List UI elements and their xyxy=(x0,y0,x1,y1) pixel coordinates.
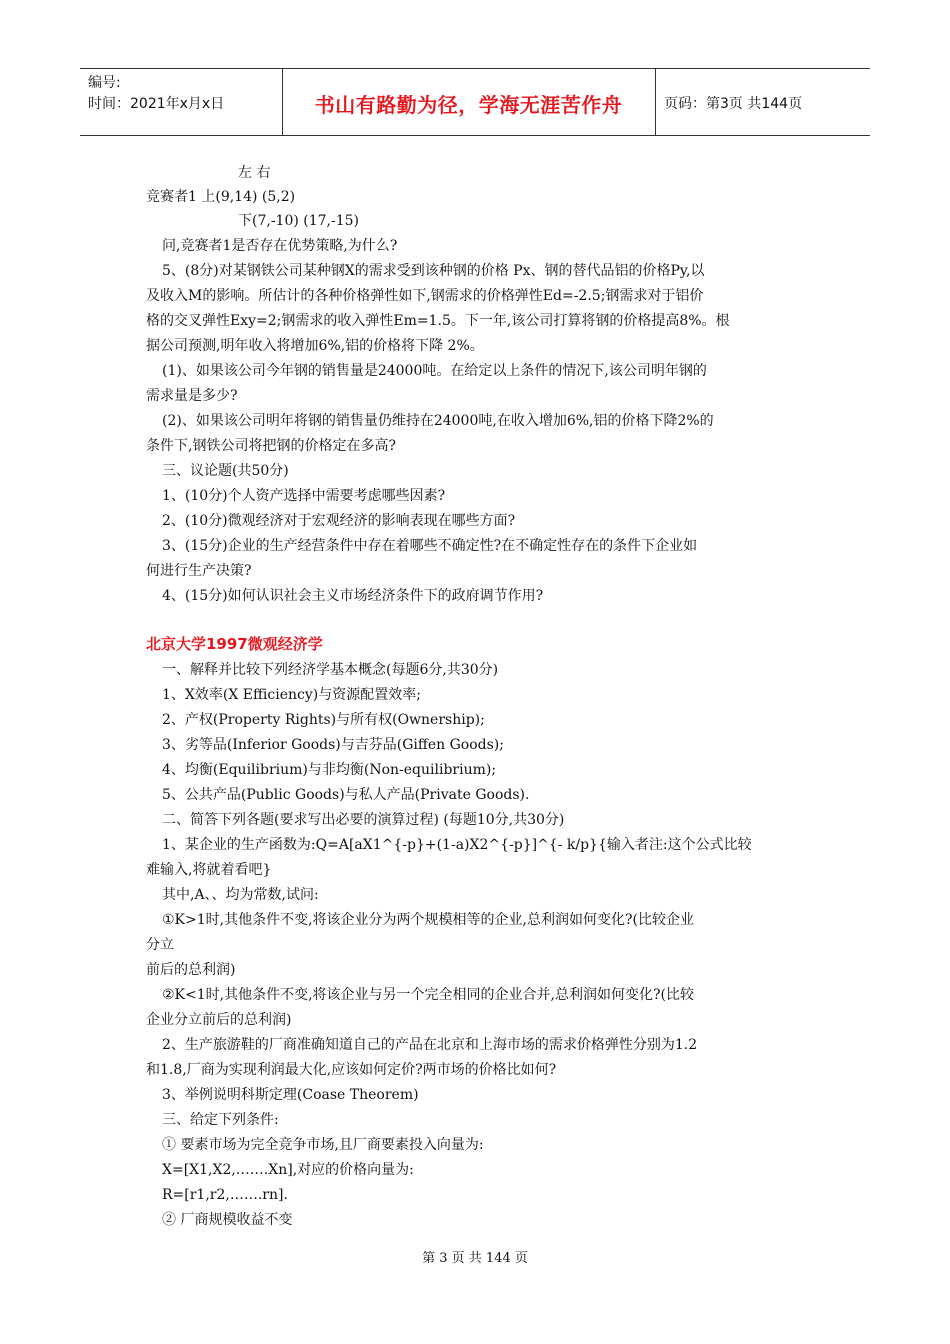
text-line: 2、(10分)微观经济对于宏观经济的影响表现在哪些方面? xyxy=(162,513,516,529)
page-header xyxy=(80,68,870,136)
text-line: 据公司预测,明年收入将增加6%,铝的价格将下降 2%。 xyxy=(146,338,484,354)
text-line: 竞赛者1 上(9,14) (5,2) xyxy=(146,189,296,205)
page-footer: 第 3 页 共 144 页 xyxy=(422,1251,528,1266)
header-meta xyxy=(88,73,224,115)
text-line: 二、简答下列各题(要求写出必要的演算过程) (每题10分,共30分) xyxy=(162,812,565,828)
text-line: 企业分立前后的总利润) xyxy=(146,1012,292,1028)
text-line: 问,竞赛者1是否存在优势策略,为什么? xyxy=(162,238,398,254)
text-line: 5、(8分)对某钢铁公司某种钢X的需求受到该种钢的价格 Px、钢的替代品铝的价格Py,以 xyxy=(162,263,705,279)
text-line: 一、解释并比较下列经济学基本概念(每题6分,共30分) xyxy=(162,662,499,678)
text-line: ②K<1时,其他条件不变,将该企业与另一个完全相同的企业合并,总利润如何变化?(比较 xyxy=(162,987,694,1003)
text-line: R=[r1,r2,…….rn]. xyxy=(162,1187,288,1203)
text-line: 前后的总利润) xyxy=(146,962,236,978)
text-line: ① 要素市场为完全竞争市场,且厂商要素投入向量为: xyxy=(162,1137,484,1153)
text-line: 三、给定下列条件: xyxy=(162,1112,279,1128)
text-line: 下(7,-10) (17,-15) xyxy=(238,213,360,229)
doc-number-label: 编号: xyxy=(88,75,121,91)
text-line: ② 厂商规模收益不变 xyxy=(162,1212,293,1228)
doc-date-label: 时间：2021年x月x日 xyxy=(88,96,225,112)
text-line: X=[X1,X2,…….Xn],对应的价格向量为: xyxy=(162,1162,414,1178)
text-line: 何进行生产决策? xyxy=(146,563,252,579)
text-line: 4、均衡(Equilibrium)与非均衡(Non-equilibrium); xyxy=(162,762,497,778)
text-line: 左 右 xyxy=(238,165,271,181)
text-line: 条件下,钢铁公司将把钢的价格定在多高? xyxy=(146,438,396,454)
text-line: 3、(15分)企业的生产经营条件中存在着哪些不确定性?在不确定性存在的条件下企业如 xyxy=(162,538,698,554)
text-line: 1、(10分)个人资产选择中需要考虑哪些因素? xyxy=(162,488,446,504)
text-line: 2、产权(Property Rights)与所有权(Ownership); xyxy=(162,712,485,728)
header-divider-right xyxy=(655,69,656,135)
text-line: 难输入,将就着看吧} xyxy=(146,862,272,878)
text-line: 格的交叉弹性Exy=2;钢需求的收入弹性Em=1.5。下一年,该公司打算将钢的价格提高8%。根 xyxy=(146,313,730,329)
text-line: 5、公共产品(Public Goods)与私人产品(Private Goods). xyxy=(162,787,530,803)
section-title: 北京大学1997微观经济学 xyxy=(146,635,323,653)
text-line: 需求量是多少? xyxy=(146,388,238,404)
text-line: 3、劣等品(Inferior Goods)与吉芬品(Giffen Goods); xyxy=(162,737,504,753)
text-line: 4、(15分)如何认识社会主义市场经济条件下的政府调节作用? xyxy=(162,588,544,604)
text-line: 3、举例说明科斯定理(Coase Theorem) xyxy=(162,1087,419,1103)
header-motto: 书山有路勤为径，学海无涯苦作舟 xyxy=(314,93,623,117)
text-line: 其中,A、、均为常数,试问: xyxy=(162,887,319,903)
text-line: 2、生产旅游鞋的厂商准确知道自己的产品在北京和上海市场的需求价格弹性分别为1.2 xyxy=(162,1037,698,1053)
text-line: (2)、如果该公司明年将钢的销售量仍维持在24000吨,在收入增加6%,铝的价格下降2%的 xyxy=(162,413,714,429)
text-line: 1、某企业的生产函数为:Q=A[aX1^{-p}+(1-a)X2^{-p}]^{- k/p}{输入者注:这个公式比较 xyxy=(162,837,752,853)
header-page-info: 页码：第3页 共144页 xyxy=(664,96,803,112)
text-line: 及收入M的影响。所估计的各种价格弹性如下,钢需求的价格弹性Ed=-2.5;钢需求对于铝价 xyxy=(146,288,704,304)
text-line: ①K>1时,其他条件不变,将该企业分为两个规模相等的企业,总利润如何变化?(比较企业 xyxy=(162,912,694,928)
text-line: 分立 xyxy=(146,937,174,953)
text-line: 1、X效率(X Efficiency)与资源配置效率; xyxy=(162,687,421,703)
text-line: 三、议论题(共50分) xyxy=(162,463,289,479)
text-line: (1)、如果该公司今年钢的销售量是24000吨。在给定以上条件的情况下,该公司明年钢的 xyxy=(162,363,707,379)
text-line: 和1.8,厂商为实现利润最大化,应该如何定价?两市场的价格比如何? xyxy=(146,1062,557,1078)
